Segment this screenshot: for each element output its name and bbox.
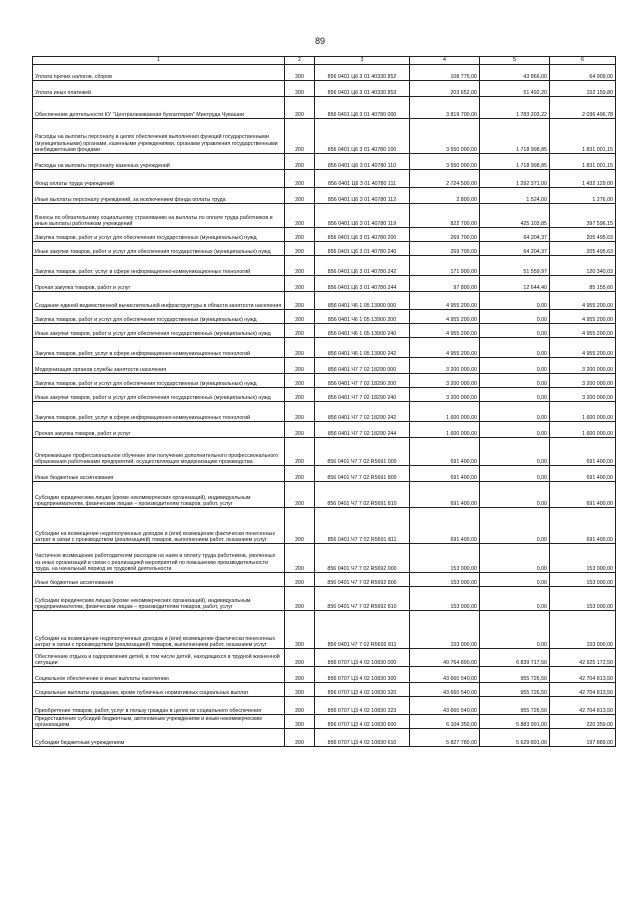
row-description: Частичное возмещение работодателям расходов на наем и оплату труда работников, уволенных из иных организаций в связи с реализацией мероприятий по повышению производительности труда, на начальный период их трудовой деятельности: [33, 544, 285, 573]
row-column-2: 200: [285, 188, 315, 204]
row-value-4: 43 660 540,00: [410, 697, 480, 715]
row-budget-code: 856 0401 Ч7 7 02 R5691 000: [315, 438, 410, 466]
row-value-4: 3 200 000,00: [410, 388, 480, 402]
row-value-6: 397 596,15: [550, 204, 616, 228]
row-description: Социальное обеспечение и иные выплаты населению: [33, 667, 285, 683]
row-value-4: 203 652,00: [410, 81, 480, 97]
row-value-4: 153 000,00: [410, 611, 480, 649]
row-value-5: 51 492,20: [480, 81, 550, 97]
row-value-5: 0,00: [480, 358, 550, 374]
table-row: [33, 97, 616, 119]
row-value-6: 4 955 200,00: [550, 292, 616, 310]
row-column-2: 200: [285, 292, 315, 310]
row-column-2: 200: [285, 358, 315, 374]
row-budget-code: 856 0401 Ч7 7 02 18290 240: [315, 388, 410, 402]
table-row: [33, 587, 616, 611]
row-value-4: 49 764 890,00: [410, 649, 480, 667]
row-value-6: 205 495,63: [550, 228, 616, 242]
row-description: Субсидии юридическим лицам (кроме некоммерческих организаций), индивидуальным предпринимателям, физическим лицам – производителям товаров, работ, услуг: [33, 587, 285, 611]
row-column-2: 200: [285, 154, 315, 170]
row-value-5: 955 726,50: [480, 667, 550, 683]
table-row: [33, 324, 616, 338]
row-value-5: 0,00: [480, 466, 550, 482]
row-value-4: 97 800,00: [410, 276, 480, 292]
row-value-5: 64 204,37: [480, 228, 550, 242]
row-value-4: 691 400,00: [410, 466, 480, 482]
row-value-6: 1 600 000,00: [550, 402, 616, 422]
row-column-2: 200: [285, 97, 315, 119]
row-value-5: 0,00: [480, 573, 550, 587]
row-value-6: 1 276,00: [550, 188, 616, 204]
table-row: [33, 374, 616, 388]
header-cell-3: 3: [315, 57, 410, 65]
row-description: Закупка товаров, работ, услуг в сфере информационно-коммуникационных технологий: [33, 338, 285, 358]
table-row: [33, 683, 616, 697]
row-description: Закупка товаров, работ и услуг для обеспечения государственных (муниципальных) нужд: [33, 374, 285, 388]
table-row: [33, 204, 616, 228]
row-description: Субсидии юридическим лицам (кроме некоммерческих организаций), индивидуальным предпринимателям, физическим лицам – производителям товаров, работ, услуг: [33, 482, 285, 508]
row-value-6: 3 200 000,00: [550, 388, 616, 402]
table-row: [33, 388, 616, 402]
row-value-5: 0,00: [480, 508, 550, 544]
row-value-6: 42 704 813,50: [550, 697, 616, 715]
row-value-5: 0,00: [480, 438, 550, 466]
row-budget-code: 856 0401 Ч6 1 05 13900 240: [315, 324, 410, 338]
row-value-6: 153 000,00: [550, 544, 616, 573]
row-value-5: 0,00: [480, 587, 550, 611]
row-value-5: 6 839 717,50: [480, 649, 550, 667]
row-column-2: 200: [285, 81, 315, 97]
row-budget-code: 856 0401 Ч7 7 02 R5691 811: [315, 508, 410, 544]
row-description: Иные бюджетные ассигнования: [33, 466, 285, 482]
row-value-6: 2 036 496,78: [550, 97, 616, 119]
row-value-5: 5 629 891,00: [480, 729, 550, 747]
row-value-5: 0,00: [480, 611, 550, 649]
row-value-6: 1 831 001,15: [550, 154, 616, 170]
row-value-4: 691 400,00: [410, 508, 480, 544]
row-value-6: 691 400,00: [550, 438, 616, 466]
row-column-2: 200: [285, 256, 315, 276]
row-value-4: 171 900,00: [410, 256, 480, 276]
row-description: Иные выплаты персоналу учреждений, за исключением фонда оплаты труда: [33, 188, 285, 204]
row-column-2: 200: [285, 310, 315, 324]
row-value-5: 955 726,50: [480, 683, 550, 697]
row-budget-code: 856 0401 Ц6 3 01 40780 244: [315, 276, 410, 292]
row-value-5: 0,00: [480, 402, 550, 422]
row-budget-code: 856 0707 Ц3 4 02 10830 320: [315, 683, 410, 697]
row-value-6: 42 925 172,50: [550, 649, 616, 667]
row-budget-code: 856 0707 Ц3 4 02 10830 300: [315, 667, 410, 683]
row-column-2: 200: [285, 667, 315, 683]
row-column-2: 200: [285, 324, 315, 338]
row-value-4: 43 660 540,00: [410, 683, 480, 697]
row-value-6: 3 200 000,00: [550, 374, 616, 388]
row-description: Прочая закупка товаров, работ и услуг: [33, 276, 285, 292]
row-column-2: 200: [285, 276, 315, 292]
row-value-6: 42 704 813,50: [550, 667, 616, 683]
row-description: Расходы на выплаты персоналу в целях обеспечения выполнения функций государственными (муниципальными) органами, казенными учреждениями, органами управления государственными внебюджетными фондами: [33, 119, 285, 154]
table-row: [33, 729, 616, 747]
row-value-6: 205 495,63: [550, 242, 616, 256]
row-description: Взносы по обязательному социальному страхованию на выплаты по оплате труда работников и иные выплаты работникам учреждений: [33, 204, 285, 228]
row-value-6: 1 600 000,00: [550, 422, 616, 438]
row-budget-code: 856 0401 Ц6 3 01 40780 110: [315, 154, 410, 170]
row-budget-code: 856 0401 Ч7 7 02 18290 242: [315, 402, 410, 422]
row-value-6: 4 955 200,00: [550, 338, 616, 358]
row-value-6: 1 432 129,00: [550, 170, 616, 188]
row-value-5: 43 866,00: [480, 65, 550, 81]
row-value-4: 6 104 350,00: [410, 715, 480, 729]
row-value-5: 0,00: [480, 422, 550, 438]
row-column-2: 200: [285, 587, 315, 611]
row-value-4: 5 827 780,00: [410, 729, 480, 747]
row-value-4: 3 200 000,00: [410, 374, 480, 388]
row-budget-code: 856 0401 Ц6 3 01 40330 852: [315, 65, 410, 81]
row-budget-code: 856 0401 Ч6 1 05 13900 200: [315, 310, 410, 324]
row-budget-code: 856 0707 Ц3 4 02 10830 323: [315, 697, 410, 715]
row-budget-code: 856 0401 Ч7 7 02 R5691 810: [315, 482, 410, 508]
row-column-2: 200: [285, 388, 315, 402]
table-row: [33, 256, 616, 276]
row-budget-code: 856 0401 Ч6 1 05 13900 000: [315, 292, 410, 310]
row-value-6: 153 000,00: [550, 587, 616, 611]
table-row: [33, 649, 616, 667]
row-budget-code: 856 0401 Ч6 1 05 13900 242: [315, 338, 410, 358]
row-value-4: 3 550 000,00: [410, 154, 480, 170]
row-description: Субсидии бюджетным учреждениям: [33, 729, 285, 747]
row-value-4: 1 600 000,00: [410, 402, 480, 422]
table-row: [33, 573, 616, 587]
row-description: Прочая закупка товаров, работ и услуг: [33, 422, 285, 438]
table-row: [33, 438, 616, 466]
row-column-2: 200: [285, 204, 315, 228]
row-value-4: 153 000,00: [410, 544, 480, 573]
row-value-4: 3 819 700,00: [410, 97, 480, 119]
row-description: Иные бюджетные ассигнования: [33, 573, 285, 587]
row-budget-code: 856 0401 Ц6 3 01 40780 242: [315, 256, 410, 276]
row-value-4: 153 000,00: [410, 587, 480, 611]
row-value-5: 1 292 371,00: [480, 170, 550, 188]
row-description: Опережающее профессиональное обучение или получение дополнительного профессионального образования работниками предприятий, осуществляющих модернизацию производства: [33, 438, 285, 466]
row-column-2: 200: [285, 242, 315, 256]
row-column-2: 200: [285, 697, 315, 715]
row-budget-code: 856 0401 Ц6 3 01 40780 000: [315, 97, 410, 119]
row-value-6: 4 955 200,00: [550, 324, 616, 338]
row-value-4: 4 955 200,00: [410, 292, 480, 310]
row-value-6: 4 955 200,00: [550, 310, 616, 324]
table-row: [33, 422, 616, 438]
row-budget-code: 856 0401 Ц6 3 01 40330 853: [315, 81, 410, 97]
row-value-6: 3 200 000,00: [550, 358, 616, 374]
row-column-2: 200: [285, 422, 315, 438]
row-description: Социальные выплаты гражданам, кроме публичных нормативных социальных выплат: [33, 683, 285, 697]
row-budget-code: 856 0707 Ц3 4 02 10830 000: [315, 649, 410, 667]
header-cell-5: 5: [480, 57, 550, 65]
row-budget-code: 856 0401 Ч7 7 02 R5692 811: [315, 611, 410, 649]
row-value-6: 153 000,00: [550, 611, 616, 649]
row-budget-code: 856 0401 Ц6 3 01 40780 111: [315, 170, 410, 188]
table-row: [33, 228, 616, 242]
row-description: Уплата иных платежей: [33, 81, 285, 97]
table-row: [33, 402, 616, 422]
header-cell-1: 1: [33, 57, 285, 65]
row-column-2: 200: [285, 729, 315, 747]
row-description: Обеспечение деятельности КУ "Централизованная бухгалтерия" Минтруда Чувашии: [33, 97, 285, 119]
row-budget-code: 856 0401 Ч7 7 02 18290 244: [315, 422, 410, 438]
table-row: [33, 482, 616, 508]
row-column-2: 200: [285, 611, 315, 649]
table-row: [33, 242, 616, 256]
row-budget-code: 856 0401 Ц6 3 01 40780 240: [315, 242, 410, 256]
row-column-2: 200: [285, 119, 315, 154]
row-value-4: 3 200 000,00: [410, 358, 480, 374]
budget-table: [32, 56, 616, 747]
row-column-2: 200: [285, 170, 315, 188]
row-budget-code: 856 0401 Ч7 7 02 R5691 800: [315, 466, 410, 482]
header-cell-6: 6: [550, 57, 616, 65]
row-value-6: 220 359,00: [550, 715, 616, 729]
row-value-5: 5 883 991,00: [480, 715, 550, 729]
table-row: [33, 154, 616, 170]
table-row: [33, 508, 616, 544]
row-column-2: 200: [285, 715, 315, 729]
table-row: [33, 81, 616, 97]
row-budget-code: 856 0401 Ц6 3 01 40780 200: [315, 228, 410, 242]
row-value-5: 0,00: [480, 324, 550, 338]
row-description: Уплата прочих налогов, сборов: [33, 65, 285, 81]
table-row: [33, 338, 616, 358]
row-value-6: 152 159,80: [550, 81, 616, 97]
row-column-2: 200: [285, 402, 315, 422]
row-value-6: 691 400,00: [550, 482, 616, 508]
row-value-5: 425 103,85: [480, 204, 550, 228]
row-budget-code: 856 0707 Ц3 4 02 10830 600: [315, 715, 410, 729]
row-value-4: 691 400,00: [410, 482, 480, 508]
row-column-2: 200: [285, 683, 315, 697]
row-column-2: 200: [285, 438, 315, 466]
table-row: [33, 170, 616, 188]
row-description: Закупка товаров, работ и услуг для обеспечения государственных (муниципальных) нужд: [33, 228, 285, 242]
row-description: Закупка товаров, работ, услуг в сфере информационно-коммуникационных технологий: [33, 402, 285, 422]
row-description: Создание единой ведомственной вычислительной инфраструктуры в области занятости населения: [33, 292, 285, 310]
table-row: [33, 310, 616, 324]
row-description: Закупка товаров, работ и услуг для обеспечения государственных (муниципальных) нужд: [33, 310, 285, 324]
table-row: [33, 466, 616, 482]
row-value-6: 691 400,00: [550, 508, 616, 544]
table-row: [33, 119, 616, 154]
header-row: [33, 57, 616, 65]
row-value-4: 691 400,00: [410, 438, 480, 466]
table-row: [33, 667, 616, 683]
row-value-5: 0,00: [480, 338, 550, 358]
row-description: Приобретение товаров, работ, услуг в пользу граждан в целях их социального обеспечения: [33, 697, 285, 715]
header-cell-2: 2: [285, 57, 315, 65]
row-column-2: 200: [285, 338, 315, 358]
row-description: Субсидии на возмещение недополученных доходов и (или) возмещение фактически понесенных затрат в связи с производством (реализацией) товаров, выполнением работ, оказанием услуг: [33, 508, 285, 544]
row-value-4: 1 600 000,00: [410, 422, 480, 438]
row-value-5: 64 204,37: [480, 242, 550, 256]
row-budget-code: 856 0707 Ц3 4 02 10830 610: [315, 729, 410, 747]
row-column-2: 200: [285, 65, 315, 81]
row-value-6: 42 704 813,50: [550, 683, 616, 697]
table-row: [33, 276, 616, 292]
header-cell-4: 4: [410, 57, 480, 65]
row-description: Обеспечение отдыха и оздоровления детей, в том числе детей, находящихся в трудной жизненной ситуации: [33, 649, 285, 667]
row-description: Иные закупки товаров, работ и услуг для обеспечения государственных (муниципальных) нужд: [33, 242, 285, 256]
row-value-5: 0,00: [480, 374, 550, 388]
table-row: [33, 544, 616, 573]
row-value-5: 0,00: [480, 292, 550, 310]
row-description: Расходы на выплаты персоналу казенных учреждений: [33, 154, 285, 170]
row-value-4: 4 955 200,00: [410, 338, 480, 358]
row-budget-code: 856 0401 Ч7 7 02 R5692 800: [315, 573, 410, 587]
row-column-2: 200: [285, 228, 315, 242]
row-value-4: 153 000,00: [410, 573, 480, 587]
row-description: Иные закупки товаров, работ и услуг для обеспечения государственных (муниципальных) нужд: [33, 388, 285, 402]
row-column-2: 200: [285, 649, 315, 667]
row-value-6: 64 909,00: [550, 65, 616, 81]
row-value-5: 1 718 998,85: [480, 119, 550, 154]
row-budget-code: 856 0401 Ч7 7 02 R5692 000: [315, 544, 410, 573]
table-row: [33, 65, 616, 81]
row-value-5: 12 644,40: [480, 276, 550, 292]
row-value-4: 2 800,00: [410, 188, 480, 204]
row-value-4: 269 700,00: [410, 242, 480, 256]
row-column-2: 200: [285, 508, 315, 544]
row-value-5: 955 726,50: [480, 697, 550, 715]
table-row: [33, 697, 616, 715]
row-value-5: 0,00: [480, 310, 550, 324]
table-row: [33, 611, 616, 649]
row-value-5: 1 718 998,85: [480, 154, 550, 170]
row-value-5: 1 524,00: [480, 188, 550, 204]
row-value-6: 1 831 001,15: [550, 119, 616, 154]
row-description: Иные закупки товаров, работ и услуг для обеспечения государственных (муниципальных) нужд: [33, 324, 285, 338]
row-description: Модернизация органов службы занятости населения: [33, 358, 285, 374]
row-value-4: 4 955 200,00: [410, 324, 480, 338]
row-value-5: 0,00: [480, 388, 550, 402]
row-column-2: 200: [285, 573, 315, 587]
page-number: 89: [314, 36, 325, 46]
row-budget-code: 856 0401 Ц6 3 01 40780 100: [315, 119, 410, 154]
row-value-6: 85 155,60: [550, 276, 616, 292]
row-value-4: 108 775,00: [410, 65, 480, 81]
row-value-6: 153 000,00: [550, 573, 616, 587]
row-column-2: 200: [285, 544, 315, 573]
row-budget-code: 856 0401 Ч7 7 02 18290 200: [315, 374, 410, 388]
row-value-4: 269 700,00: [410, 228, 480, 242]
table-row: [33, 188, 616, 204]
table-row: [33, 358, 616, 374]
row-value-6: 197 889,00: [550, 729, 616, 747]
row-description: Предоставление субсидий бюджетным, автономным учреждениям и иным некоммерческим организациям: [33, 715, 285, 729]
row-budget-code: 856 0401 Ц6 3 01 40780 119: [315, 204, 410, 228]
row-value-5: 1 783 203,22: [480, 97, 550, 119]
row-value-4: 822 700,00: [410, 204, 480, 228]
row-description: Фонд оплаты труда учреждений: [33, 170, 285, 188]
row-value-6: 120 340,03: [550, 256, 616, 276]
row-value-4: 3 550 000,00: [410, 119, 480, 154]
row-budget-code: 856 0401 Ц6 3 01 40780 112: [315, 188, 410, 204]
row-value-4: 2 724 500,00: [410, 170, 480, 188]
row-value-4: 43 660 540,00: [410, 667, 480, 683]
row-value-6: 691 400,00: [550, 466, 616, 482]
row-column-2: 200: [285, 374, 315, 388]
row-budget-code: 856 0401 Ч7 7 02 R5692 810: [315, 587, 410, 611]
table-row: [33, 292, 616, 310]
row-column-2: 200: [285, 482, 315, 508]
row-description: Закупка товаров, работ, услуг в сфере информационно-коммуникационных технологий: [33, 256, 285, 276]
row-value-5: 0,00: [480, 544, 550, 573]
table-body: [33, 65, 616, 747]
row-column-2: 200: [285, 466, 315, 482]
row-value-5: 0,00: [480, 482, 550, 508]
row-value-4: 4 955 200,00: [410, 310, 480, 324]
row-value-5: 51 559,97: [480, 256, 550, 276]
row-budget-code: 856 0401 Ч7 7 02 18290 000: [315, 358, 410, 374]
table-row: [33, 715, 616, 729]
row-description: Субсидии на возмещение недополученных доходов и (или) возмещение фактически понесенных затрат в связи с производством (реализацией) товаров, выполнением работ, оказанием услуг: [33, 611, 285, 649]
